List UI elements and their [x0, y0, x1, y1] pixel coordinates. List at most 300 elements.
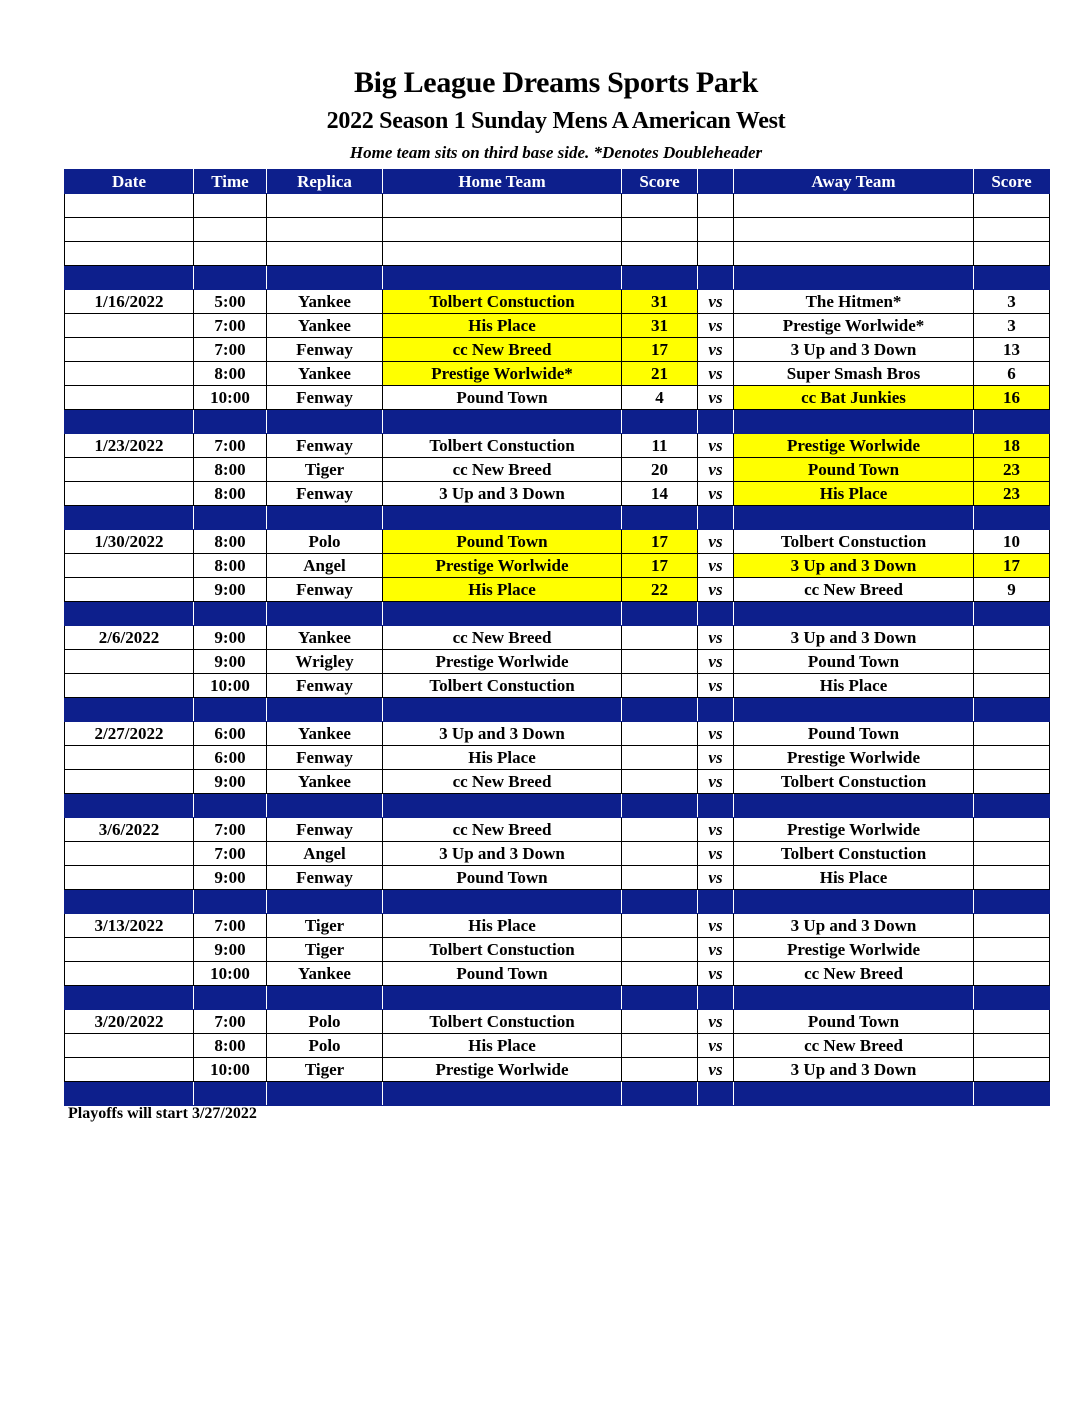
- game-replica: Angel: [267, 554, 383, 578]
- home-score: 21: [622, 362, 698, 386]
- home-score: [622, 674, 698, 698]
- away-team: 3 Up and 3 Down: [734, 914, 974, 938]
- game-date: [65, 650, 194, 674]
- game-row: [65, 626, 1050, 650]
- separator-cell: [383, 1082, 622, 1106]
- away-score: 9: [974, 578, 1050, 602]
- game-replica: Angel: [267, 842, 383, 866]
- game-time: 10:00: [194, 674, 267, 698]
- game-date: [65, 338, 194, 362]
- separator-cell: [974, 1082, 1050, 1106]
- home-team: cc New Breed: [383, 458, 622, 482]
- separator-cell: [698, 986, 734, 1010]
- page-title: Big League Dreams Sports Park: [353, 66, 759, 99]
- game-date: [65, 386, 194, 410]
- game-time: 8:00: [194, 482, 267, 506]
- game-date: 2/27/2022: [65, 722, 194, 746]
- separator-cell: [383, 506, 622, 530]
- home-score: [622, 938, 698, 962]
- away-team: Prestige Worlwide: [734, 938, 974, 962]
- home-score: 14: [622, 482, 698, 506]
- home-score: 17: [622, 338, 698, 362]
- separator-cell: [698, 410, 734, 434]
- separator-cell: [65, 890, 194, 914]
- game-date: 3/13/2022: [65, 914, 194, 938]
- game-replica: Tiger: [267, 1058, 383, 1082]
- separator-cell: [65, 506, 194, 530]
- away-team: Prestige Worlwide*: [734, 314, 974, 338]
- separator-cell: [622, 698, 698, 722]
- game-replica: Fenway: [267, 386, 383, 410]
- separator-cell: [267, 506, 383, 530]
- separator-cell: [734, 794, 974, 818]
- separator-cell: [267, 1082, 383, 1106]
- game-replica: Fenway: [267, 482, 383, 506]
- game-replica: Tiger: [267, 458, 383, 482]
- empty-row: [65, 218, 1050, 242]
- away-score: 3: [974, 314, 1050, 338]
- game-row: [65, 866, 1050, 890]
- game-time: 9:00: [194, 866, 267, 890]
- home-team: Tolbert Constuction: [383, 938, 622, 962]
- separator-cell: [383, 794, 622, 818]
- game-date: 1/30/2022: [65, 530, 194, 554]
- home-score: [622, 842, 698, 866]
- separator-cell: [698, 698, 734, 722]
- home-score: 31: [622, 290, 698, 314]
- game-row: [65, 722, 1050, 746]
- vs-label: vs: [698, 386, 734, 410]
- game-time: 8:00: [194, 458, 267, 482]
- separator-cell: [622, 1082, 698, 1106]
- away-score: [974, 770, 1050, 794]
- separator-cell: [267, 794, 383, 818]
- game-date: [65, 746, 194, 770]
- game-replica: Fenway: [267, 338, 383, 362]
- home-score: [622, 866, 698, 890]
- separator-cell: [65, 986, 194, 1010]
- vs-label: vs: [698, 650, 734, 674]
- home-team: Tolbert Constuction: [383, 434, 622, 458]
- away-team: Pound Town: [734, 1010, 974, 1034]
- separator-cell: [974, 698, 1050, 722]
- game-row: [65, 746, 1050, 770]
- separator-cell: [974, 986, 1050, 1010]
- separator-cell: [65, 1082, 194, 1106]
- game-replica: Fenway: [267, 746, 383, 770]
- week-separator: [65, 266, 1050, 290]
- home-team: Tolbert Constuction: [383, 674, 622, 698]
- game-time: 8:00: [194, 554, 267, 578]
- vs-label: vs: [698, 1034, 734, 1058]
- header-away-team: Away Team: [734, 170, 974, 194]
- away-score: [974, 650, 1050, 674]
- separator-cell: [622, 410, 698, 434]
- game-replica: Polo: [267, 1010, 383, 1034]
- home-score: 17: [622, 530, 698, 554]
- away-team: Tolbert Constuction: [734, 770, 974, 794]
- separator-cell: [267, 890, 383, 914]
- game-replica: Tiger: [267, 914, 383, 938]
- header-date: Date: [65, 170, 194, 194]
- away-team: His Place: [734, 482, 974, 506]
- vs-label: vs: [698, 578, 734, 602]
- separator-cell: [65, 410, 194, 434]
- vs-label: vs: [698, 290, 734, 314]
- home-score: 11: [622, 434, 698, 458]
- vs-label: vs: [698, 722, 734, 746]
- game-time: 7:00: [194, 338, 267, 362]
- game-row: [65, 842, 1050, 866]
- vs-label: vs: [698, 314, 734, 338]
- game-replica: Tiger: [267, 938, 383, 962]
- home-score: 4: [622, 386, 698, 410]
- game-row: [65, 1010, 1050, 1034]
- away-score: [974, 1034, 1050, 1058]
- away-team: Tolbert Constuction: [734, 530, 974, 554]
- home-team: 3 Up and 3 Down: [383, 842, 622, 866]
- separator-cell: [698, 506, 734, 530]
- separator-cell: [698, 602, 734, 626]
- away-team: cc New Breed: [734, 578, 974, 602]
- week-separator: [65, 506, 1050, 530]
- home-team: 3 Up and 3 Down: [383, 482, 622, 506]
- schedule-body: [65, 194, 1050, 1106]
- away-score: [974, 914, 1050, 938]
- game-row: [65, 434, 1050, 458]
- separator-cell: [194, 794, 267, 818]
- away-score: 10: [974, 530, 1050, 554]
- home-score: [622, 1010, 698, 1034]
- game-row: [65, 962, 1050, 986]
- away-team: Super Smash Bros: [734, 362, 974, 386]
- game-date: [65, 674, 194, 698]
- away-team: His Place: [734, 674, 974, 698]
- vs-label: vs: [698, 434, 734, 458]
- home-score: [622, 770, 698, 794]
- away-score: 23: [974, 458, 1050, 482]
- home-team: Tolbert Constuction: [383, 290, 622, 314]
- away-team: His Place: [734, 866, 974, 890]
- separator-cell: [974, 410, 1050, 434]
- home-score: [622, 818, 698, 842]
- separator-cell: [194, 266, 267, 290]
- game-time: 10:00: [194, 1058, 267, 1082]
- separator-cell: [65, 602, 194, 626]
- week-separator: [65, 890, 1050, 914]
- separator-cell: [974, 794, 1050, 818]
- vs-label: vs: [698, 626, 734, 650]
- header-home-score: Score: [622, 170, 698, 194]
- separator-cell: [65, 794, 194, 818]
- game-date: [65, 578, 194, 602]
- separator-cell: [622, 890, 698, 914]
- game-row: [65, 578, 1050, 602]
- game-replica: Yankee: [267, 626, 383, 650]
- game-time: 7:00: [194, 1010, 267, 1034]
- home-team: 3 Up and 3 Down: [383, 722, 622, 746]
- game-date: 2/6/2022: [65, 626, 194, 650]
- separator-cell: [383, 986, 622, 1010]
- separator-cell: [974, 602, 1050, 626]
- home-team: His Place: [383, 914, 622, 938]
- separator-cell: [194, 410, 267, 434]
- away-team: 3 Up and 3 Down: [734, 554, 974, 578]
- schedule-table: [64, 169, 1050, 1106]
- empty-row: [65, 242, 1050, 266]
- separator-cell: [734, 698, 974, 722]
- separator-cell: [194, 698, 267, 722]
- game-row: [65, 674, 1050, 698]
- game-time: 7:00: [194, 818, 267, 842]
- game-date: [65, 362, 194, 386]
- away-team: cc Bat Junkies: [734, 386, 974, 410]
- separator-cell: [65, 698, 194, 722]
- home-score: [622, 746, 698, 770]
- separator-cell: [194, 506, 267, 530]
- week-separator: [65, 602, 1050, 626]
- home-team: His Place: [383, 1034, 622, 1058]
- home-score: [622, 626, 698, 650]
- away-score: [974, 866, 1050, 890]
- separator-cell: [383, 890, 622, 914]
- away-score: [974, 1058, 1050, 1082]
- vs-label: vs: [698, 1058, 734, 1082]
- separator-cell: [383, 266, 622, 290]
- game-time: 9:00: [194, 650, 267, 674]
- game-time: 6:00: [194, 722, 267, 746]
- game-replica: Fenway: [267, 818, 383, 842]
- separator-cell: [267, 410, 383, 434]
- home-team: cc New Breed: [383, 770, 622, 794]
- game-date: [65, 458, 194, 482]
- vs-label: vs: [698, 530, 734, 554]
- game-date: 1/23/2022: [65, 434, 194, 458]
- game-date: [65, 1058, 194, 1082]
- game-row: [65, 386, 1050, 410]
- away-score: 6: [974, 362, 1050, 386]
- separator-cell: [194, 1082, 267, 1106]
- game-time: 7:00: [194, 842, 267, 866]
- game-time: 5:00: [194, 290, 267, 314]
- game-time: 7:00: [194, 434, 267, 458]
- game-date: [65, 1034, 194, 1058]
- home-score: [622, 722, 698, 746]
- game-replica: Yankee: [267, 722, 383, 746]
- away-team: 3 Up and 3 Down: [734, 626, 974, 650]
- separator-cell: [698, 1082, 734, 1106]
- schedule-note: Home team sits on third base side. *Denotes Doubleheader: [349, 143, 763, 162]
- game-date: [65, 314, 194, 338]
- separator-cell: [698, 266, 734, 290]
- home-team: Prestige Worlwide*: [383, 362, 622, 386]
- vs-label: vs: [698, 866, 734, 890]
- game-time: 7:00: [194, 914, 267, 938]
- header-vs: [698, 170, 734, 194]
- away-team: cc New Breed: [734, 962, 974, 986]
- home-score: [622, 650, 698, 674]
- header-away-score: Score: [974, 170, 1050, 194]
- separator-cell: [622, 266, 698, 290]
- game-time: 6:00: [194, 746, 267, 770]
- separator-cell: [383, 410, 622, 434]
- vs-label: vs: [698, 674, 734, 698]
- week-separator: [65, 794, 1050, 818]
- separator-cell: [734, 410, 974, 434]
- game-date: [65, 482, 194, 506]
- away-score: [974, 842, 1050, 866]
- separator-cell: [267, 986, 383, 1010]
- separator-cell: [194, 602, 267, 626]
- game-time: 10:00: [194, 962, 267, 986]
- home-score: 17: [622, 554, 698, 578]
- away-score: [974, 938, 1050, 962]
- separator-cell: [267, 602, 383, 626]
- separator-cell: [974, 266, 1050, 290]
- vs-label: vs: [698, 458, 734, 482]
- away-team: Prestige Worlwide: [734, 434, 974, 458]
- away-score: [974, 722, 1050, 746]
- away-score: [974, 746, 1050, 770]
- game-time: 10:00: [194, 386, 267, 410]
- separator-cell: [194, 986, 267, 1010]
- separator-cell: [622, 602, 698, 626]
- separator-cell: [698, 794, 734, 818]
- game-replica: Yankee: [267, 770, 383, 794]
- game-time: 8:00: [194, 1034, 267, 1058]
- game-time: 9:00: [194, 938, 267, 962]
- game-row: [65, 362, 1050, 386]
- vs-label: vs: [698, 938, 734, 962]
- game-row: [65, 938, 1050, 962]
- home-score: [622, 1034, 698, 1058]
- game-replica: Fenway: [267, 674, 383, 698]
- separator-cell: [974, 890, 1050, 914]
- separator-cell: [734, 602, 974, 626]
- game-replica: Yankee: [267, 962, 383, 986]
- game-row: [65, 554, 1050, 578]
- home-team: Tolbert Constuction: [383, 1010, 622, 1034]
- game-date: [65, 938, 194, 962]
- away-team: 3 Up and 3 Down: [734, 1058, 974, 1082]
- game-row: [65, 770, 1050, 794]
- game-row: [65, 818, 1050, 842]
- game-row: [65, 482, 1050, 506]
- home-team: His Place: [383, 746, 622, 770]
- game-date: 3/6/2022: [65, 818, 194, 842]
- game-row: [65, 530, 1050, 554]
- separator-cell: [383, 698, 622, 722]
- away-score: 23: [974, 482, 1050, 506]
- separator-cell: [974, 506, 1050, 530]
- away-score: [974, 626, 1050, 650]
- game-row: [65, 650, 1050, 674]
- separator-cell: [698, 890, 734, 914]
- home-score: 31: [622, 314, 698, 338]
- game-replica: Polo: [267, 1034, 383, 1058]
- home-team: cc New Breed: [383, 626, 622, 650]
- away-team: Pound Town: [734, 458, 974, 482]
- separator-cell: [267, 266, 383, 290]
- separator-cell: [267, 698, 383, 722]
- separator-cell: [622, 794, 698, 818]
- vs-label: vs: [698, 818, 734, 842]
- game-date: [65, 866, 194, 890]
- game-time: 9:00: [194, 626, 267, 650]
- away-team: Prestige Worlwide: [734, 746, 974, 770]
- vs-label: vs: [698, 914, 734, 938]
- game-replica: Fenway: [267, 578, 383, 602]
- home-team: Prestige Worlwide: [383, 554, 622, 578]
- away-team: 3 Up and 3 Down: [734, 338, 974, 362]
- game-replica: Yankee: [267, 290, 383, 314]
- separator-cell: [734, 986, 974, 1010]
- game-date: [65, 842, 194, 866]
- vs-label: vs: [698, 770, 734, 794]
- vs-label: vs: [698, 554, 734, 578]
- game-replica: Yankee: [267, 362, 383, 386]
- game-replica: Wrigley: [267, 650, 383, 674]
- separator-cell: [734, 890, 974, 914]
- home-team: Pound Town: [383, 866, 622, 890]
- home-team: His Place: [383, 314, 622, 338]
- away-team: cc New Breed: [734, 1034, 974, 1058]
- home-team: Pound Town: [383, 530, 622, 554]
- home-team: Prestige Worlwide: [383, 650, 622, 674]
- home-team: Pound Town: [383, 386, 622, 410]
- away-team: Pound Town: [734, 650, 974, 674]
- game-time: 8:00: [194, 530, 267, 554]
- separator-cell: [734, 266, 974, 290]
- header-row: [65, 170, 1050, 194]
- week-separator: [65, 698, 1050, 722]
- separator-cell: [622, 506, 698, 530]
- away-team: Tolbert Constuction: [734, 842, 974, 866]
- home-score: [622, 962, 698, 986]
- home-team: His Place: [383, 578, 622, 602]
- away-score: [974, 1010, 1050, 1034]
- separator-cell: [622, 986, 698, 1010]
- game-row: [65, 338, 1050, 362]
- home-score: 22: [622, 578, 698, 602]
- vs-label: vs: [698, 962, 734, 986]
- game-row: [65, 290, 1050, 314]
- separator-cell: [383, 602, 622, 626]
- header-home-team: Home Team: [383, 170, 622, 194]
- away-team: Prestige Worlwide: [734, 818, 974, 842]
- separator-cell: [194, 890, 267, 914]
- home-score: [622, 1058, 698, 1082]
- game-date: 3/20/2022: [65, 1010, 194, 1034]
- away-team: Pound Town: [734, 722, 974, 746]
- game-time: 7:00: [194, 314, 267, 338]
- game-row: [65, 914, 1050, 938]
- away-score: 3: [974, 290, 1050, 314]
- home-score: [622, 914, 698, 938]
- game-row: [65, 458, 1050, 482]
- separator-cell: [734, 506, 974, 530]
- away-score: 17: [974, 554, 1050, 578]
- game-replica: Fenway: [267, 866, 383, 890]
- vs-label: vs: [698, 362, 734, 386]
- header-replica: Replica: [267, 170, 383, 194]
- week-separator: [65, 986, 1050, 1010]
- home-score: 20: [622, 458, 698, 482]
- header-time: Time: [194, 170, 267, 194]
- game-replica: Polo: [267, 530, 383, 554]
- away-score: [974, 674, 1050, 698]
- vs-label: vs: [698, 482, 734, 506]
